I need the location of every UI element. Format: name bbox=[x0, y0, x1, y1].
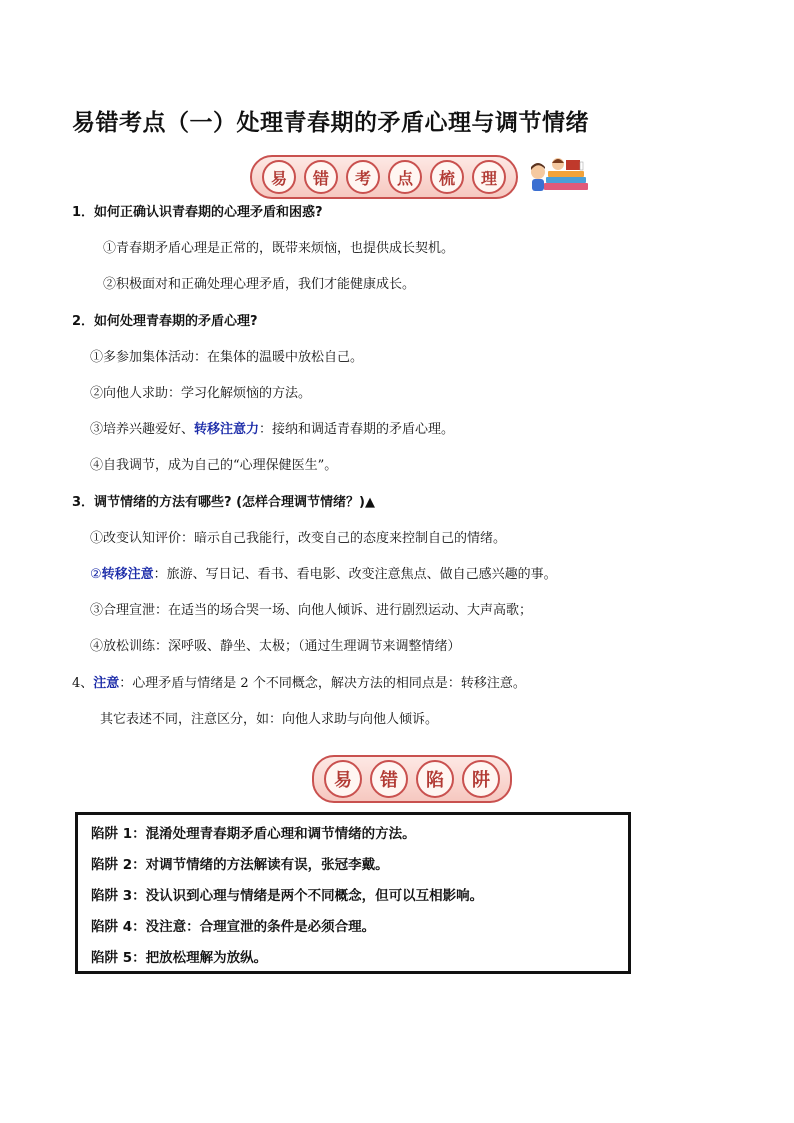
question-1: 1．如何正确认识青春期的心理矛盾和困惑? bbox=[72, 205, 323, 220]
answer-item: ②向他人求助：学习化解烦恼的方法。 bbox=[90, 386, 312, 401]
answer-item: ②积极面对和正确处理心理矛盾，我们才能健康成长。 bbox=[103, 277, 416, 292]
banner-char: 易 bbox=[262, 160, 296, 194]
highlight-keyword: 注意 bbox=[93, 676, 120, 691]
traps-box bbox=[75, 812, 631, 974]
banner-char: 阱 bbox=[462, 760, 500, 798]
answer-text: ：旅游、写日记、看书、看电影、改变注意焦点、做自己感兴趣的事。 bbox=[153, 567, 557, 582]
answer-text: ③培养兴趣爱好、 bbox=[90, 422, 195, 437]
banner-char: 错 bbox=[370, 760, 408, 798]
banner-char: 考 bbox=[346, 160, 380, 194]
banner-char: 点 bbox=[388, 160, 422, 194]
answer-item: ③合理宣泄：在适当的场合哭一场、向他人倾诉、进行剧烈运动、大声高歌； bbox=[90, 603, 533, 618]
note-text: ：心理矛盾与情绪是 2 个不同概念，解决方法的相同点是：转移注意。 bbox=[119, 676, 526, 691]
traps-banner bbox=[312, 755, 512, 803]
question-2: 2．如何处理青春期的矛盾心理? bbox=[72, 314, 258, 329]
answer-item: ④自我调节，成为自己的“心理保健医生”。 bbox=[90, 458, 338, 473]
banner-char: 陷 bbox=[416, 760, 454, 798]
banner-char: 错 bbox=[304, 160, 338, 194]
review-banner bbox=[250, 155, 594, 199]
question-3: 3．调节情绪的方法有哪些? (怎样合理调节情绪？)▲ bbox=[72, 495, 375, 510]
answer-item: ①多参加集体活动：在集体的温暖中放松自己。 bbox=[90, 350, 364, 365]
banner-char: 易 bbox=[324, 760, 362, 798]
highlight-keyword: 转移注意力 bbox=[194, 422, 260, 437]
answer-text: ② bbox=[90, 567, 102, 582]
trap-item: 陷阱 4：没注意：合理宣泄的条件是必须合理。 bbox=[91, 919, 376, 935]
answer-item: ④放松训练：深呼吸、静坐、太极；（通过生理调节来调整情绪） bbox=[90, 639, 461, 654]
reading-kids-icon bbox=[524, 157, 594, 197]
answer-text: ：接纳和调适青春期的矛盾心理。 bbox=[259, 422, 455, 437]
traps-banner-pill bbox=[312, 755, 512, 803]
trap-item: 陷阱 5：把放松理解为放纵。 bbox=[91, 950, 268, 966]
banner-char: 梳 bbox=[430, 160, 464, 194]
review-banner-pill bbox=[250, 155, 518, 199]
answer-item: ①青春期矛盾心理是正常的，既带来烦恼，也提供成长契机。 bbox=[103, 241, 455, 256]
answer-item: ①改变认知评价：暗示自己我能行，改变自己的态度来控制自己的情绪。 bbox=[90, 531, 507, 546]
page-title: 易错考点（一）处理青春期的矛盾心理与调节情绪 bbox=[72, 110, 589, 136]
note-prefix: 4、 bbox=[72, 676, 94, 691]
note-line bbox=[72, 672, 526, 691]
highlight-keyword: 转移注意 bbox=[101, 567, 154, 582]
trap-item: 陷阱 3：没认识到心理与情绪是两个不同概念，但可以互相影响。 bbox=[91, 888, 484, 904]
note-line-2: 其它表述不同，注意区分，如：向他人求助与向他人倾诉。 bbox=[100, 712, 439, 727]
banner-char: 理 bbox=[472, 160, 506, 194]
answer-item bbox=[90, 563, 557, 582]
trap-item: 陷阱 2：对调节情绪的方法解读有误，张冠李戴。 bbox=[91, 857, 389, 873]
answer-item bbox=[90, 418, 454, 437]
trap-item: 陷阱 1：混淆处理青春期矛盾心理和调节情绪的方法。 bbox=[91, 826, 416, 842]
